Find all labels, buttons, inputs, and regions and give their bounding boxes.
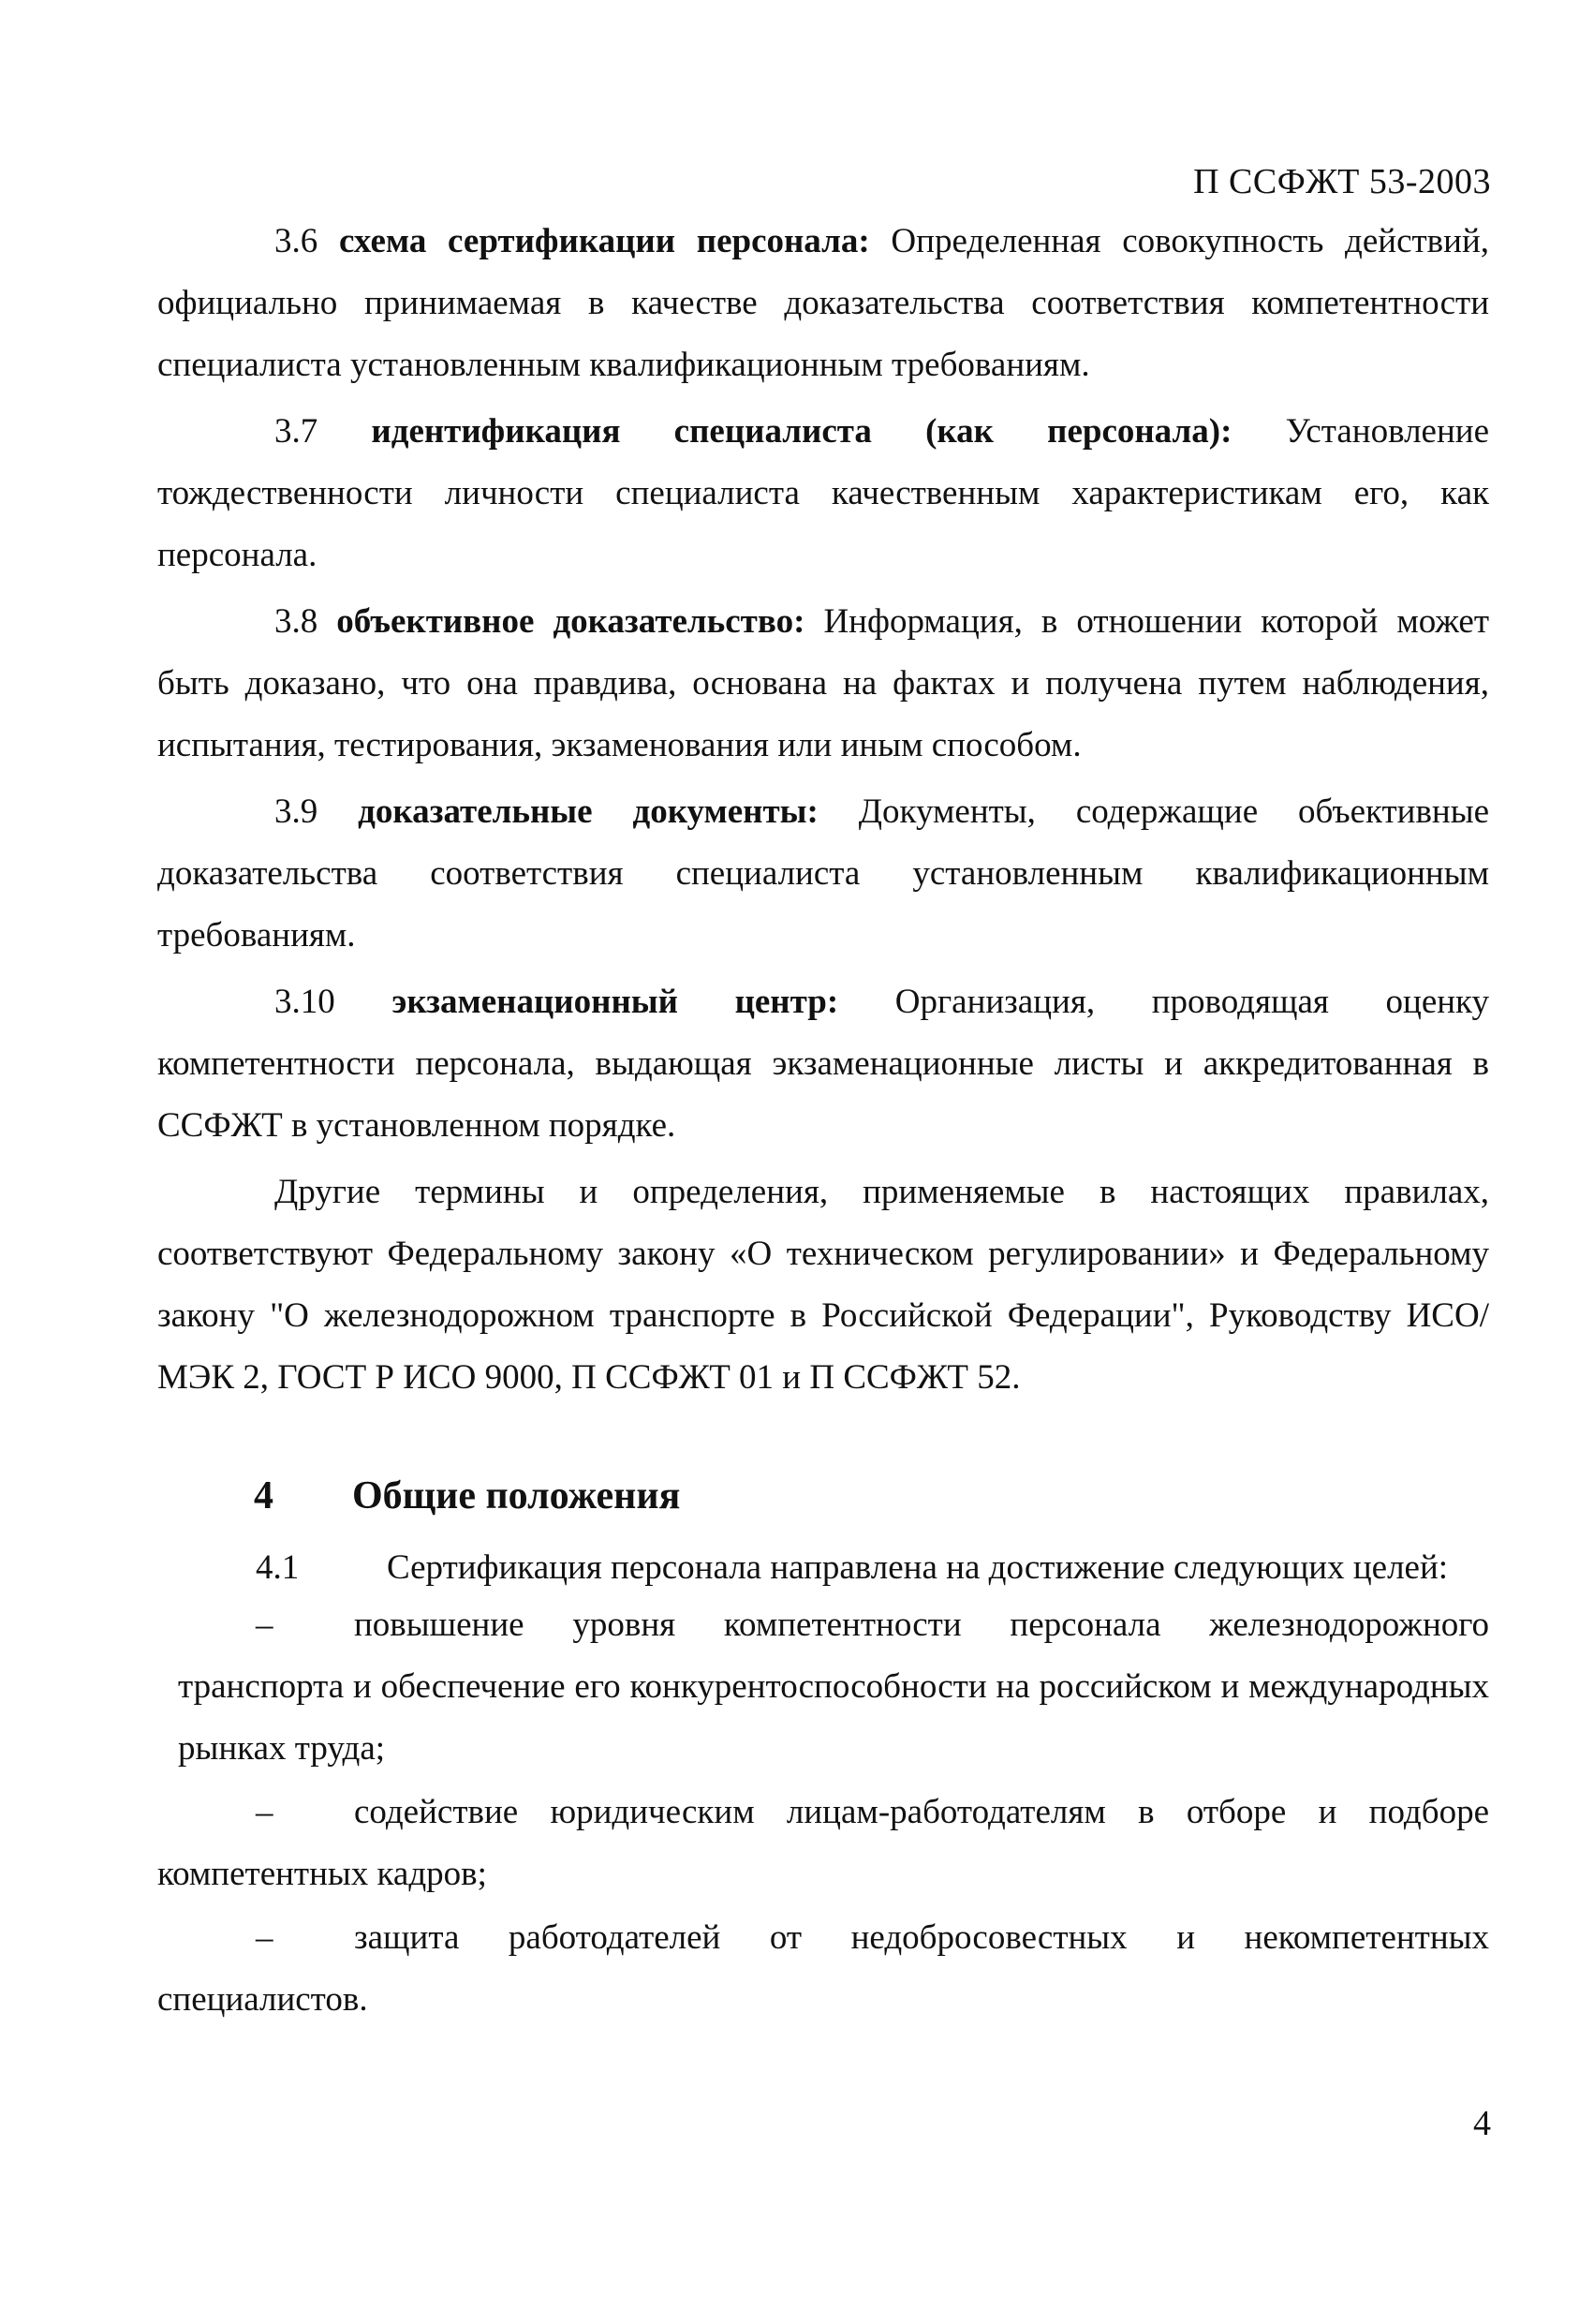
term-number: 3.10 xyxy=(274,983,335,1021)
bullet-text: повышение уровня компетентности персонала железнодорожного транспорта и обеспечение его конкурентоспособности на российском и международных рынках труда; xyxy=(178,1606,1489,1768)
section-4-heading xyxy=(157,1465,1489,1527)
term-3-8 xyxy=(157,591,1489,777)
bullet-text: защита работодателей от недобросовестных и некомпетентных специалистов. xyxy=(157,1918,1489,2019)
term-number: 3.7 xyxy=(274,412,318,451)
document-code-header: П ССФЖТ 53-2003 xyxy=(1193,162,1491,201)
item-number: 4.1 xyxy=(256,1548,300,1587)
term-3-10 xyxy=(157,971,1489,1157)
term-definition: Организация, проводящая оценку компетентности персонала, выдающая экзаменационные листы и аккредитованная в ССФЖТ в установленном порядке. xyxy=(157,983,1489,1145)
term-definition: Определенная совокупность действий, официально принимаемая в качестве доказательства соответствия компетентности специалиста установленным квалификационным требованиям. xyxy=(157,222,1489,384)
term-3-6 xyxy=(157,211,1489,396)
bullet-item xyxy=(157,1782,1489,1905)
term-title: экзаменационный центр: xyxy=(391,983,839,1021)
document-body xyxy=(157,211,1489,2033)
term-3-7 xyxy=(157,401,1489,586)
section-title: Общие положения xyxy=(352,1474,681,1517)
term-3-9 xyxy=(157,781,1489,967)
dash-bullet-icon: – xyxy=(256,1606,273,1644)
other-terms-paragraph: Другие термины и определения, применяемые в настоящих правилах, соответствуют Федеральному закону «О техническом регулировании» и Федеральному закону "О железнодорожном транспорте в Российской Федерации", Руководству ИСО/МЭК 2, ГОСТ Р ИСО 9000, П ССФЖТ 01 и П ССФЖТ 52. xyxy=(157,1173,1489,1397)
term-definition: Информация, в отношении которой может быть доказано, что она правдива, основана на фактах и получена путем наблюдения, испытания, тестирования, экзаменования или иным способом. xyxy=(157,602,1490,764)
term-number: 3.9 xyxy=(274,792,318,831)
term-title: объективное доказательство: xyxy=(336,602,805,641)
item-4-1 xyxy=(157,1546,1489,1591)
bullet-item xyxy=(157,1907,1489,2031)
section-number: 4 xyxy=(254,1474,273,1517)
term-title: доказательные документы: xyxy=(358,792,819,831)
term-title: схема сертификации персонала: xyxy=(338,222,870,260)
dash-bullet-icon: – xyxy=(256,1918,273,1957)
term-definition: Установление тождественности личности специалиста качественным характеристикам его, как персонала. xyxy=(157,412,1489,574)
term-definition: Документы, содержащие объективные доказательства соответствия специалиста установленным квалификационным требованиям. xyxy=(157,792,1490,955)
dash-bullet-icon: – xyxy=(256,1793,273,1831)
term-number: 3.8 xyxy=(274,602,318,641)
item-text: Сертификация персонала направлена на достижение следующих целей: xyxy=(387,1548,1449,1587)
bullet-text: содействие юридическим лицам-работодателям в отборе и подборе компетентных кадров; xyxy=(157,1793,1489,1893)
term-number: 3.6 xyxy=(274,222,318,260)
bullet-item xyxy=(157,1594,1489,1780)
page-number: 4 xyxy=(1473,2104,1491,2143)
term-title: идентификация специалиста (как персонала): xyxy=(371,412,1232,451)
